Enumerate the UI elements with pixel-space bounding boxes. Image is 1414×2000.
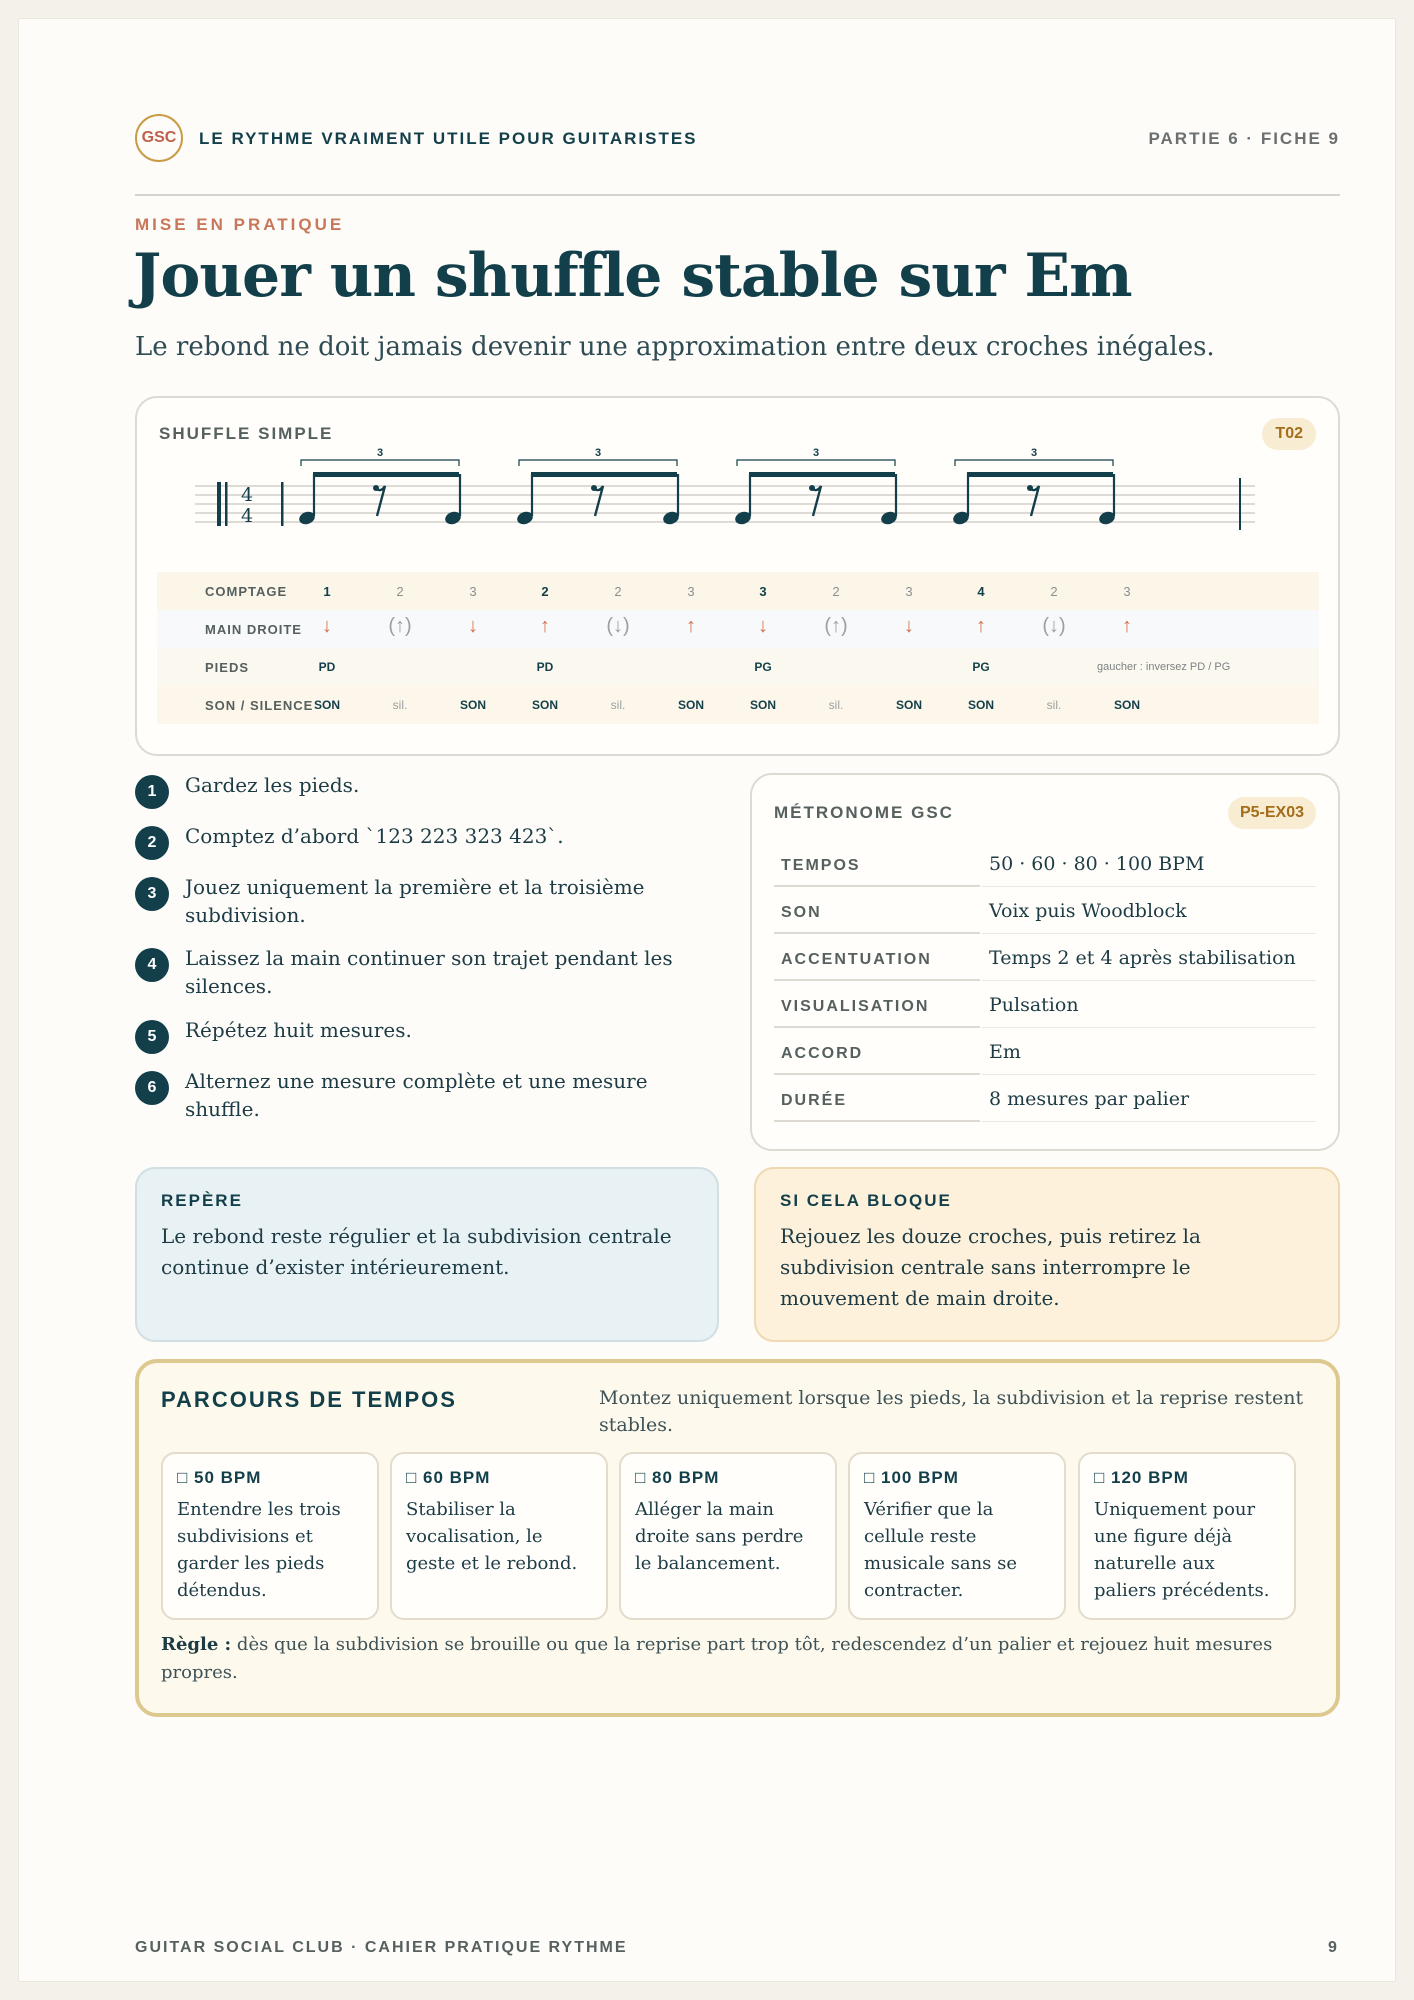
step-text: Comptez d’abord `123 223 323 423`. [185,824,564,848]
step-text: Répétez huit mesures. [185,1018,412,1042]
metronome-row [774,935,1316,982]
grid-cell-main: (↓) [606,615,630,637]
tempo-checkbox-label[interactable]: □ 120 BPM [1094,1468,1189,1487]
rhythm-badge: T02 [1262,418,1316,450]
tempo-description: Entendre les trois subdivisions et garder les pieds détendus. [177,1499,341,1601]
bloque-body: Rejouez les douze croches, puis retirez la subdivision centrale sans interrompre le mouvement de main droite. [780,1224,1201,1310]
triplet-bracket [737,460,895,466]
grid-cell-pieds: PD [318,660,336,674]
triplet-number: 3 [376,448,384,459]
page-header [135,114,1340,196]
tempo-path-title: PARCOURS DE TEMPOS [161,1387,457,1412]
tempo-description: Uniquement pour une figure déjà naturelle aux paliers précédents. [1094,1499,1270,1601]
grid-cell-main: ↑ [686,615,696,637]
note-beam [313,472,459,477]
metronome-badge: P5-EX03 [1228,797,1316,829]
grid-cell-comptage: 1 [323,584,331,599]
grid-cell-son: SON [967,698,994,712]
pieds-note: gaucher : inversez PD / PG [1097,661,1231,673]
page-subtitle: Le rebond ne doit jamais devenir une approximation entre deux croches inégales. [135,332,1215,362]
metronome-row [774,1076,1316,1123]
music-staff [195,448,1255,548]
header-title: LE RYTHME VRAIMENT UTILE POUR GUITARISTES [199,129,698,148]
tempo-box[interactable] [848,1452,1066,1620]
triplet-number: 3 [1030,448,1038,459]
metronome-key: ACCORD [774,1029,980,1075]
time-signature-top: 4 [241,484,254,506]
metronome-value: 8 mesures par palier [982,1076,1316,1122]
triplet-bracket [301,460,459,466]
grid-cell-pieds: PG [972,660,990,674]
grid-cell-son: SON [459,698,486,712]
grid-cell-main: (↓) [1042,615,1066,637]
tempo-checkbox-label[interactable]: □ 100 BPM [864,1468,959,1487]
grid-cell-comptage: 3 [759,584,767,599]
step-text: Gardez les pieds. [185,773,360,797]
metronome-value: Em [982,1029,1316,1075]
grid-cell-son: sil. [392,698,408,712]
rest-dot [373,485,379,491]
tempo-rule [161,1631,1311,1687]
grid-cell-main: ↑ [540,615,550,637]
bloque-callout [754,1167,1340,1342]
grid-cell-main: (↑) [388,615,412,637]
page-title: Jouer un shuffle stable sur Em [133,241,1132,311]
grid-cell-son: SON [677,698,704,712]
metronome-label: MÉTRONOME GSC [774,803,954,822]
footer-title: GUITAR SOCIAL CLUB · CAHIER PRATIQUE RYTHME [135,1939,628,1956]
tempo-path-card [135,1359,1340,1717]
staff-lines [195,486,1255,522]
page [18,18,1396,1982]
rhythm-grid [157,572,1319,724]
grid-cell-son: SON [1113,698,1140,712]
metronome-row [774,982,1316,1029]
grid-cell-comptage: 2 [832,584,840,599]
step-number: 6 [135,1071,169,1105]
grid-cell-son: SON [895,698,922,712]
grid-cell-comptage: 2 [541,584,549,599]
step-text: Jouez uniquement la première et la troisième subdivision. [185,875,645,927]
metronome-key: VISUALISATION [774,982,980,1028]
grid-cell-pieds: PD [536,660,554,674]
step-number: 4 [135,948,169,982]
grid-cell-comptage: 3 [687,584,695,599]
metronome-row [774,1029,1316,1076]
metronome-key: SON [774,888,980,934]
shuffle-beat-group [297,448,462,526]
step-number: 3 [135,877,169,911]
metronome-key: TEMPOS [774,841,980,887]
tempo-checkbox-label[interactable]: □ 60 BPM [406,1468,491,1487]
note-beam [749,472,895,477]
grid-cell-main: ↓ [904,615,914,637]
row-label-comptage: COMPTAGE [205,584,288,599]
repere-title: REPÈRE [161,1191,243,1210]
metronome-value: Voix puis Woodblock [982,888,1316,934]
grid-cell-son: SON [531,698,558,712]
note-beam [531,472,677,477]
row-label-son-silence: SON / SILENCE [205,698,314,713]
grid-cell-comptage: 3 [469,584,477,599]
metronome-value: Temps 2 et 4 après stabilisation [982,935,1316,981]
row-comptage [157,572,1319,610]
triplet-bracket [955,460,1113,466]
repere-callout [135,1167,719,1342]
tempo-description: Alléger la main droite sans perdre le balancement. [635,1499,804,1574]
rest-dot [1027,485,1033,491]
step-text: Laissez la main continuer son trajet pendant les silences. [185,946,673,998]
grid-cell-son: sil. [610,698,626,712]
grid-cell-comptage: 4 [977,584,985,599]
grid-cell-son: SON [313,698,340,712]
grid-cell-comptage: 2 [396,584,404,599]
grid-cell-main: ↓ [468,615,478,637]
rhythm-card [135,396,1340,756]
end-barline [1239,478,1241,530]
metronome-key: DURÉE [774,1076,980,1122]
tempo-path-note: Montez uniquement lorsque les pieds, la subdivision et la reprise restent stables. [599,1387,1304,1436]
metronome-row [774,841,1316,888]
grid-cell-main: ↑ [976,615,986,637]
metronome-value: 50 · 60 · 80 · 100 BPM [982,841,1316,887]
rhythm-card-label: SHUFFLE SIMPLE [159,424,334,443]
step-text: Alternez une mesure complète et une mesure shuffle. [185,1069,648,1121]
page-number: 9 [1328,1939,1337,1956]
metronome-row [774,888,1316,935]
tempo-description: Vérifier que la cellule reste musicale sans se contracter. [864,1499,1018,1601]
row-label-pieds: PIEDS [205,660,250,675]
tempo-box[interactable] [390,1452,608,1620]
grid-cell-son: sil. [828,698,844,712]
grid-cell-comptage: 2 [1050,584,1058,599]
rest-dot [809,485,815,491]
metronome-key: ACCENTUATION [774,935,980,981]
tempo-checkbox-label[interactable]: □ 80 BPM [635,1468,720,1487]
grid-cell-main: ↑ [1122,615,1132,637]
metronome-value: Pulsation [982,982,1316,1028]
tempo-box[interactable] [619,1452,837,1620]
grid-cell-comptage: 3 [1123,584,1131,599]
grid-cell-main: (↑) [824,615,848,637]
grid-cell-main: ↓ [322,615,332,637]
row-label-main-droite: MAIN DROITE [205,622,302,637]
rest-dot [591,485,597,491]
tempo-description: Stabiliser la vocalisation, le geste et le rebond. [406,1499,578,1574]
metronome-card [750,773,1340,1151]
shuffle-beat-group [733,448,898,526]
triplet-number: 3 [594,448,602,459]
grid-cell-comptage: 2 [614,584,622,599]
step-number: 2 [135,826,169,860]
triplet-number: 3 [812,448,820,459]
grid-cell-son: sil. [1046,698,1062,712]
gsc-logo: GSC [135,114,183,162]
rule-text: dès que la subdivision se brouille ou que la reprise part trop tôt, redescendez d’un palier et rejouez huit mesures propres. [161,1634,1273,1683]
row-pieds [157,648,1319,686]
note-beam [967,472,1113,477]
step-number: 1 [135,775,169,809]
shuffle-beat-group [515,448,680,526]
grid-cell-comptage: 3 [905,584,913,599]
grid-cell-pieds: PG [754,660,772,674]
row-main-droite [157,610,1319,648]
section-eyebrow: MISE EN PRATIQUE [135,215,345,234]
tempo-checkbox-label[interactable]: □ 50 BPM [177,1468,262,1487]
bloque-title: SI CELA BLOQUE [780,1191,952,1210]
tempo-box[interactable] [1078,1452,1296,1620]
tempo-box[interactable] [161,1452,379,1620]
time-signature-bottom: 4 [241,505,254,527]
beat-groups [297,448,1116,526]
shuffle-beat-group [951,448,1116,526]
grid-cell-main: ↓ [758,615,768,637]
step-number: 5 [135,1020,169,1054]
grid-cell-son: SON [749,698,776,712]
repere-body: Le rebond reste régulier et la subdivision centrale continue d’exister intérieurement. [161,1224,672,1279]
row-son-silence [157,686,1319,724]
header-part-label: PARTIE 6 · FICHE 9 [1148,129,1340,148]
triplet-bracket [519,460,677,466]
rule-label: Règle : [161,1634,232,1655]
